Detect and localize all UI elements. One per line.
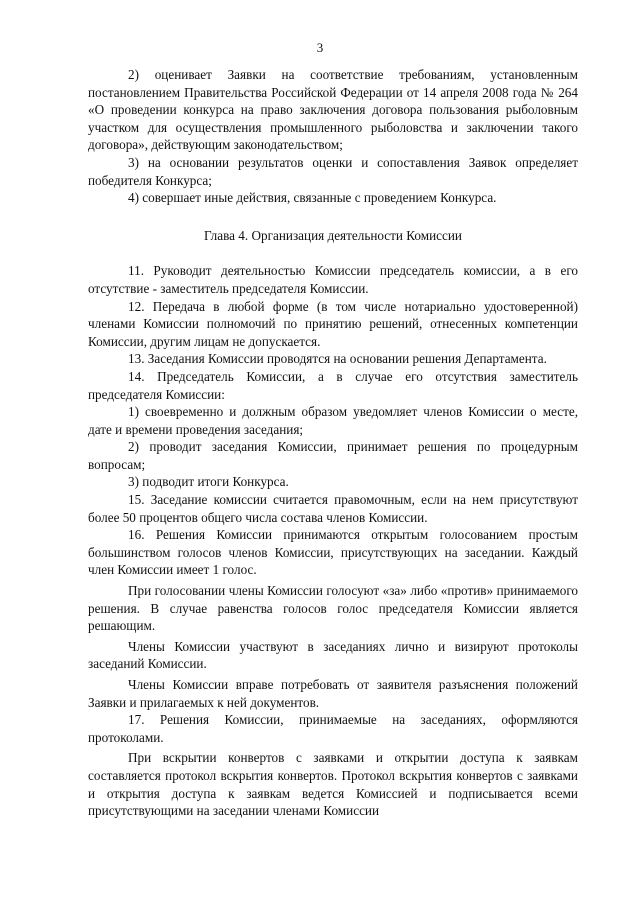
document-body <box>88 66 578 820</box>
paragraph-17-protocol: При вскрытии конвертов с заявками и открытии доступа к заявкам составляется протокол вскрытия конвертов. Протокол вскрытия конвертов с заявками и открытия доступа к заявкам ведется Комиссией и подписывается всеми присутствующими на заседании членами Комиссии <box>88 750 578 819</box>
paragraph-14-item-3: 3) подводит итоги Конкурса. <box>128 474 289 490</box>
paragraph-11: 11. Руководит деятельностью Комиссии председатель комиссии, а в его отсутствие - заместитель председателя Комиссии. <box>88 263 578 296</box>
paragraph-item-3: 3) на основании результатов оценки и сопоставления Заявок определяет победителя Конкурса; <box>88 154 578 188</box>
paragraph-14-item-1: 1) своевременно и должным образом уведомляет членов Комиссии о месте, дате и времени проведения заседания; <box>88 404 578 437</box>
paragraph-item-4: 4) совершает иные действия, связанные с проведением Конкурса. <box>128 190 497 206</box>
paragraph-16-clarification: Члены Комиссии вправе потребовать от заявителя разъяснения положений Заявки и прилагаемых к ней документов. <box>88 677 578 710</box>
paragraph-16-voting: При голосовании члены Комиссии голосуют «за» либо «против» принимаемого решения. В случае равенства голосов голос председателя Комиссии является решающим. <box>88 583 578 634</box>
paragraph-item-2: 2) оценивает Заявки на соответствие требованиям, установленным постановлением Правительства Российской Федерации от 14 апреля 2008 года № 264 «О проведении конкурса на право заключения договора пользования рыболовным участком для осуществления промышленного рыболовства и заключении такого договора», действующим законодательством; <box>88 67 578 153</box>
chapter-heading: Глава 4. Организация деятельности Комиссии <box>204 227 462 243</box>
paragraph-16: 16. Решения Комиссии принимаются открытым голосованием простым большинством голосов членов Комиссии, присутствующих на заседании. Каждый член Комиссии имеет 1 голос. <box>88 527 578 578</box>
page-number: 3 <box>316 40 324 55</box>
paragraph-17: 17. Решения Комиссии, принимаемые на заседаниях, оформляются протоколами. <box>88 712 578 745</box>
paragraph-12: 12. Передача в любой форме (в том числе нотариально удостоверенной) членами Комиссии полномочий по принятию решений, отнесенных компетенции Комиссии, другим лицам не допускается. <box>88 298 578 349</box>
paragraph-16-attendance: Члены Комиссии участвуют в заседаниях лично и визируют протоколы заседаний Комиссии. <box>88 638 578 672</box>
paragraph-14-item-2: 2) проводит заседания Комиссии, принимает решения по процедурным вопросам; <box>88 439 578 472</box>
paragraph-13: 13. Заседания Комиссии проводятся на основании решения Департамента. <box>128 351 547 367</box>
paragraph-15: 15. Заседание комиссии считается правомочным, если на нем присутствуют более 50 процентов общего числа состава членов Комиссии. <box>88 492 578 525</box>
paragraph-14: 14. Председатель Комиссии, а в случае его отсутствия заместитель председателя Комиссии: <box>88 368 578 402</box>
